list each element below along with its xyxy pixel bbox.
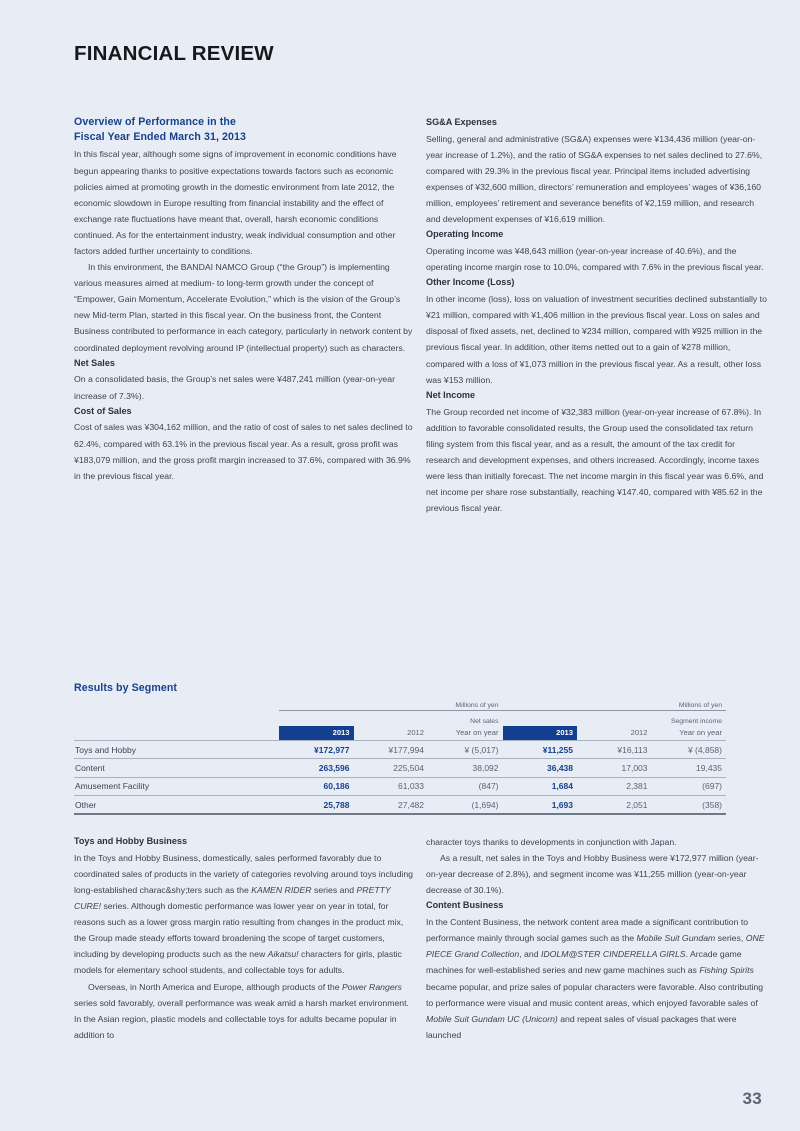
row-label-content: Content [74, 759, 279, 777]
cell-content-netsales-2012: 225,504 [354, 759, 429, 777]
toys-and-hobby-paragraph-2 [74, 979, 416, 1043]
row-label-amusement-facility: Amusement Facility [74, 777, 279, 795]
row-label-other: Other [74, 795, 279, 814]
toys-result-text: As a result, net sales in the Toys and Hobby Business were ¥172,977 million (year-on-year decrease of 2.8%), and segment income was ¥11,255 million (year-on-year decrease of 30.1%). [426, 853, 759, 896]
cell-content-netsales-yoy: 38,092 [428, 759, 503, 777]
table-row [74, 759, 726, 777]
col-header-segment-income-2013: 2013 [503, 726, 578, 741]
cell-toys-segincome-2013: ¥11,255 [503, 741, 578, 759]
right-column-top [426, 115, 768, 516]
group-blank-4 [577, 712, 652, 726]
net-income-body: The Group recorded net income of ¥32,383 million (year-on-year increase of 67.8%). In addition to favorable consolidated results, the Group used the consolidated tax return filing system from this fiscal year, and as a result, the amount of the tax credit for research and development expenses, and others increased. Accordingly, income taxes were less than initially forecast. The net income margin in this fiscal year was 6.6%, and net income per share rose substantially, reaching ¥147.40, compared with ¥85.62 in the previous fiscal year. [426, 406, 764, 514]
cell-toys-segincome-yoy: ¥ (4,858) [652, 741, 727, 759]
cell-amusement-segincome-2012: 2,381 [577, 777, 652, 795]
table-group-row [74, 712, 726, 726]
page-title: FINANCIAL REVIEW [74, 42, 274, 65]
thb-p1-b: series and [311, 884, 357, 895]
col-header-net-sales-2012: 2012 [407, 728, 424, 737]
cb-p-f: and repeat sales of visual packages that were launched [426, 1013, 737, 1040]
cell-toys-netsales-yoy: ¥ (5,017) [428, 741, 503, 759]
group-spacer [74, 712, 279, 726]
toys-continued-paragraph: character toys thanks to developments in conjunction with Japan. [426, 837, 677, 847]
table-row [74, 777, 726, 795]
overview-heading-line2: Fiscal Year Ended March 31, 2013 [74, 131, 247, 144]
group-label-net-sales: Net sales [470, 718, 499, 725]
sga-body: Selling, general and administrative (SG&A) expenses were ¥134,436 million (year-on-year increase of 1.2%), and the ratio of SG&A expenses to net sales declined to 27.6%, compared with 29.3% in the previous fiscal year. Principal items included advertising expenses of ¥32,600 million, directors’ remuneration and employees’ wages of ¥36,160 million, employees’ retirement and severance benefits of ¥2,159 million, and research and development expenses of ¥16,619 million. [426, 133, 763, 225]
cell-toys-segincome-2012: ¥16,113 [577, 741, 652, 759]
overview-heading [74, 115, 416, 145]
toys-and-hobby-paragraph-1 [74, 850, 416, 979]
toys-result-paragraph [426, 850, 768, 898]
thb-title-pretty-cure: PRETTY CURE! [74, 884, 391, 912]
cell-other-segincome-2012: 2,051 [577, 795, 652, 814]
cb-title-idolmaster: IDOLM@STER CINDERELLA GIRLS [540, 949, 686, 960]
col-header-net-sales-yoy: Year on year [455, 728, 499, 737]
thb-p2-b: series sold favorably, overall performance was weak amid a harsh market environment. In the Asian region, plastic models and collectable toys for adults became popular in addition to [74, 997, 409, 1040]
group-label-segment-income: Segment income [670, 718, 722, 725]
toys-and-hobby-business-heading: Toys and Hobby Business [74, 836, 188, 846]
table-year-header-row [74, 726, 726, 741]
operating-income-heading: Operating Income [426, 229, 504, 240]
cell-amusement-netsales-2013: 60,186 [279, 777, 354, 795]
other-income-body: In other income (loss), loss on valuation of investment securities declined substantially to ¥21 million, compared with ¥1,406 million in the previous fiscal year. Loss on sales and disposal of fixed assets, net, declined to ¥234 million, compared with ¥925 million in the previous fiscal year. In addition, other items netted out to a gain of ¥278 million, compared with a loss of ¥1,073 million in the previous fiscal year. As a result, other loss was ¥153 million. [426, 294, 767, 385]
page-number: 33 [742, 1089, 762, 1108]
left-column-bottom [74, 834, 416, 1043]
overview-heading-line1: Overview of Performance in the [74, 116, 236, 128]
sga-heading: SG&A Expenses [426, 117, 497, 127]
cell-toys-netsales-2013: ¥172,977 [279, 741, 354, 759]
unit-blank-4 [577, 697, 652, 711]
results-by-segment-title: Results by Segment [74, 682, 178, 694]
cell-content-netsales-2013: 263,596 [279, 759, 354, 777]
cell-other-netsales-2013: 25,788 [279, 795, 354, 814]
cell-amusement-netsales-yoy: (847) [428, 777, 503, 795]
group-blank-3 [503, 712, 578, 726]
cell-content-segincome-2012: 17,003 [577, 759, 652, 777]
cost-of-sales-heading: Cost of Sales [74, 405, 132, 416]
cb-p-e: became popular, and prize sales of popular characters were favorable. Also contributing to performance were visual and music content areas, which enjoyed favorable sales of [426, 981, 764, 1008]
overview-paragraph-2 [74, 259, 416, 356]
unit-blank-3 [503, 697, 578, 711]
other-income-heading: Other Income (Loss) [426, 277, 515, 288]
cell-other-netsales-2012: 27,482 [354, 795, 429, 814]
cell-amusement-netsales-2012: 61,033 [354, 777, 429, 795]
table-row [74, 741, 726, 759]
cost-of-sales-body: Cost of sales was ¥304,162 million, and the ratio of cost of sales to net sales declined to 62.4%, compared with 63.1% in the previous fiscal year. As a result, gross profit was ¥183,079 million, and the gross profit margin increased to 37.6%, compared with 36.9% in the previous fiscal year. [74, 422, 413, 481]
operating-income-body: Operating income was ¥48,643 million (year-on-year increase of 40.6%), and the operating income margin rose to 10.0%, compared with 7.6% in the previous fiscal year. [426, 246, 764, 273]
unit-blank-2 [354, 697, 429, 711]
cb-p-a: In the Content Business, the network content area made a significant contribution to performance mainly through social games such as the [426, 917, 749, 944]
cb-title-fishing-spirits: Fishing Spirits [699, 965, 754, 976]
thb-title-power-rangers: Power Rangers [342, 981, 402, 992]
cb-title-gundam-uc: Mobile Suit Gundam UC (Unicorn) [426, 1013, 558, 1024]
results-by-segment-table-wrap [74, 697, 726, 815]
group-blank-2 [354, 712, 429, 726]
content-business-paragraph [426, 914, 768, 1043]
table-row [74, 795, 726, 814]
cell-other-segincome-yoy: (358) [652, 795, 727, 814]
col-header-net-sales-2013: 2013 [279, 726, 354, 741]
overview-paragraph-2-text: In this environment, the BANDAI NAMCO Group (“the Group”) is implementing various measures aimed at medium- to long-term growth under the concept of “Empower, Gain Momentum, Accelerate Evolution,” which is the vision of the Group’s new Mid-term Plan, started in this fiscal year. On the business front, the Content Business contributed to performance in each category, particularly in network content by coordinated deployment revolving around IP (intellectual property) such as characters. [74, 262, 413, 353]
cell-content-segincome-2013: 36,438 [503, 759, 578, 777]
year-spacer [74, 726, 279, 741]
net-sales-body: On a consolidated basis, the Group’s net sales were ¥487,241 million (year-on-year increase of 7.3%). [74, 374, 395, 401]
cb-p-c: , and [519, 949, 541, 960]
net-income-heading: Net Income [426, 389, 476, 400]
unit-blank-1 [279, 697, 354, 711]
results-by-segment-table [74, 697, 726, 815]
cell-toys-netsales-2012: ¥177,994 [354, 741, 429, 759]
cb-p-d: . Arcade game machines for well-established series and new game machines such as [426, 949, 742, 976]
cell-other-segincome-2013: 1,693 [503, 795, 578, 814]
cell-amusement-segincome-yoy: (697) [652, 777, 727, 795]
right-column-bottom [426, 834, 768, 1043]
cb-title-gundam: Mobile Suit Gundam [636, 933, 716, 944]
overview-paragraph-1: In this fiscal year, although some signs of improvement in economic conditions have begun appearing thanks to positive expectations towards factors such as economic policies aimed at promoting growth in the domestic environment from late 2012, the economic slowdown in Europe resulting from financial instability and the effect of exchange rate fluctuations have meant that, overall, harsh economic conditions continued. As for the entertainment industry, weak individual consumption and other factors added further uncertainty to conditions. [74, 149, 397, 256]
thb-title-aikatsu: Aikatsu! [267, 949, 299, 960]
content-business-heading: Content Business [426, 900, 504, 911]
net-sales-heading: Net Sales [74, 357, 115, 368]
thb-p1-c: series. Although domestic performance was lower year on year in total, for reasons such as a lower gross margin ratio resulting from changes in the product mix, the Group made steady efforts toward broadening the scope of target customers, including by developing products such as the new [74, 901, 404, 960]
table-unit-row [74, 697, 726, 711]
thb-p1-d: characters for girls, plastic models for elementary school students, and collectable toys for adults. [74, 949, 402, 976]
left-column-top [74, 115, 416, 484]
unit-spacer [74, 697, 279, 711]
cb-p-b: series, [715, 933, 746, 944]
cb-title-one-piece: ONE PIECE Grand Collection [426, 933, 765, 960]
thb-title-kamen-rider: KAMEN RIDER [251, 884, 312, 895]
thb-p1-a: In the Toys and Hobby Business, domestically, sales performed favorably due to coordinated sales of products in the variety of categories revolving around toys including long-established charac&shy;ters such as the [74, 852, 414, 895]
col-header-segment-income-2012: 2012 [630, 728, 648, 737]
cell-content-segincome-yoy: 19,435 [652, 759, 727, 777]
col-header-segment-income-yoy: Year on year [679, 728, 722, 737]
group-blank-1 [279, 712, 354, 726]
unit-right-label: Millions of yen [678, 702, 722, 709]
row-label-toys-and-hobby: Toys and Hobby [74, 741, 279, 759]
cell-amusement-segincome-2013: 1,684 [503, 777, 578, 795]
unit-left-label: Millions of yen [455, 702, 499, 709]
thb-p2-a: Overseas, in North America and Europe, although products of the [88, 981, 343, 992]
cell-other-netsales-yoy: (1,694) [428, 795, 503, 814]
